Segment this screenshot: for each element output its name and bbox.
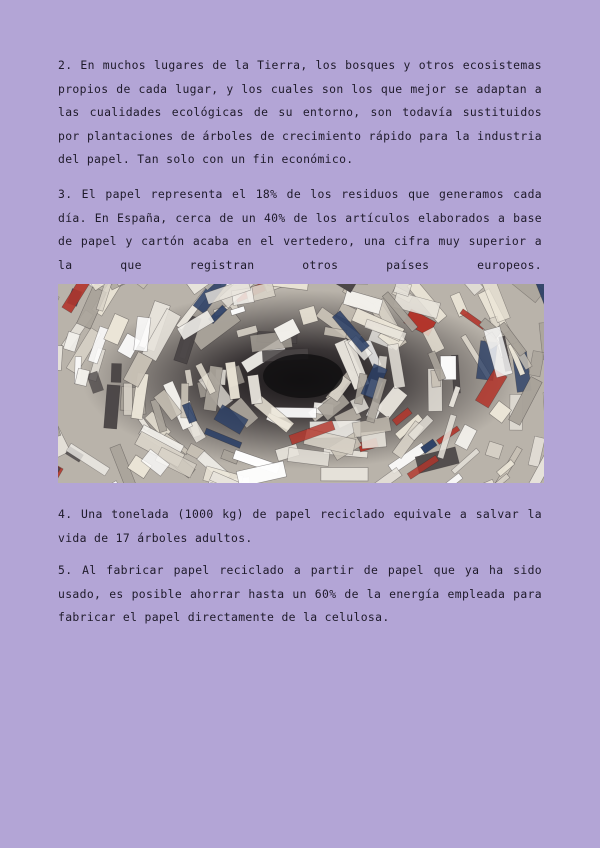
paragraph-2: 2. En muchos lugares de la Tierra, los bosques y otros ecosistemas propios de cada lugar, y los cuales son los que mejor se adaptan a las cualidades ecológicas de su entorno, son todavía sustituidos por plantaciones de árboles de crecimiento rápido para la industria del papel. Tan solo con un fin económico.: [58, 58, 542, 167]
paragraph-4: 4. Una tonelada (1000 kg) de papel reciclado equivale a salvar la vida de 17 árboles adultos.: [58, 507, 542, 545]
paper-waste-photo: [58, 284, 544, 483]
paragraph-5: 5. Al fabricar papel reciclado a partir de papel que ya ha sido usado, es posible ahorrar hasta un 60% de la energía empleada para fabricar el papel directamente de la celulosa.: [58, 563, 542, 625]
paragraph-3: 3. El papel representa el 18% de los residuos que generamos cada día. En España, cerca de un 40% de los artículos elaborados a base de papel y cartón acaba en el vertedero, una cifra muy superior a la que registran otros países europeos.: [58, 187, 542, 272]
